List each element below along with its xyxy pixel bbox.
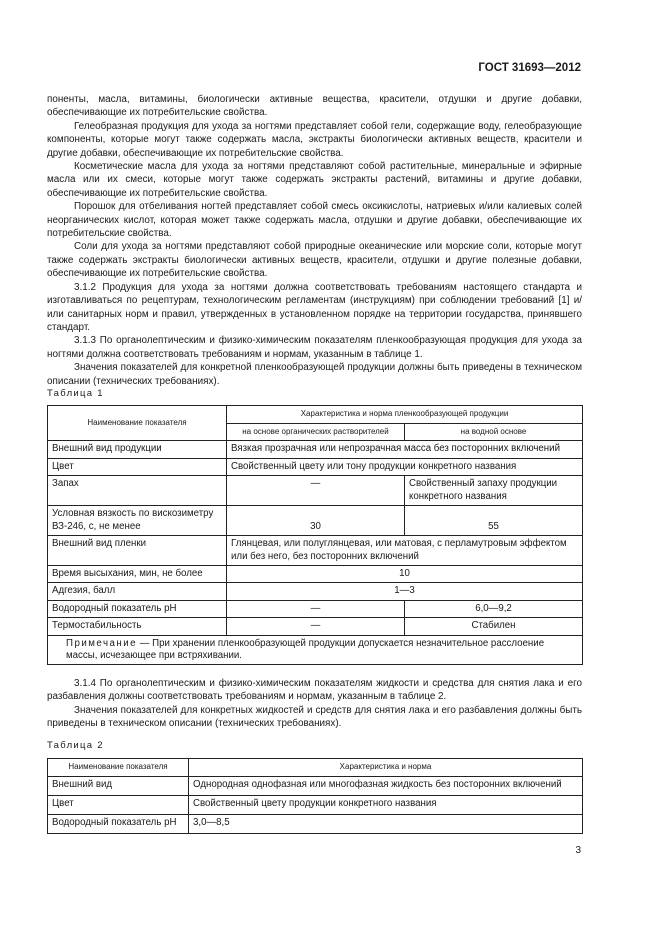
body-text-bottom	[47, 677, 582, 731]
row-label: Водородный показатель pH	[48, 600, 227, 617]
col-header-value: Характеристика и норма	[189, 759, 583, 777]
paragraph: 3.1.3 По органолептическим и физико-химическим показателям пленкообразующая продукция для ухода за ногтями должна соответствовать требованиям и нормам, указанным в таблице 1.	[47, 335, 582, 360]
row-label: Термостабильность	[48, 618, 227, 635]
row-label: Внешний вид	[48, 777, 189, 796]
table-row	[48, 441, 583, 458]
table-2	[47, 758, 583, 834]
paragraph: 3.1.4 По органолептическим и физико-химическим показателям жидкости и средства для снятия лака и его разбавления должны соответствовать требованиям и нормам, указанным в таблице 2.	[47, 678, 582, 703]
paragraph: Значения показателей для конкретной пленкообразующей продукции должны быть приведены в техническом описании (технических требованиях).	[47, 362, 582, 387]
paragraph: поненты, масла, витамины, биологически активные вещества, красители, отдушки и другие добавки, обеспечивающие их потребительские свойства.	[47, 94, 582, 119]
note-label: Примечание	[66, 637, 138, 649]
document-id: ГОСТ 31693—2012	[478, 62, 581, 74]
paragraph: Косметические масла для ухода за ногтями представляют собой растительные, минеральные и эфирные масла или их смеси, которые могут также содержать экстракты растений, витамины и другие добавки, обеспечивающие их потребительские свойства.	[47, 161, 582, 199]
row-value-organic: —	[227, 618, 405, 635]
paragraph: 3.1.2 Продукция для ухода за ногтями должна соответствовать требованиям настоящего стандарта и изготавливаться по рецептурам, технологическим регламентам (инструкциям) при соблюдении требований [1] и/или санитарных норм и правил, утвержденных в установленном порядке на территории государства, принявшего стандарт.	[47, 281, 582, 333]
row-value-organic: —	[227, 600, 405, 617]
table-row	[48, 777, 583, 796]
table-row	[48, 458, 583, 475]
row-value-water: 55	[405, 506, 583, 536]
table-note	[48, 635, 583, 665]
page-number: 3	[575, 845, 581, 856]
table-row	[48, 476, 583, 506]
table-1	[47, 405, 583, 665]
table-note-row	[48, 635, 583, 665]
row-label: Цвет	[48, 458, 227, 475]
table-row	[48, 536, 583, 566]
table-row	[48, 583, 583, 600]
row-label: Адгезия, балл	[48, 583, 227, 600]
col-header-name: Наименование показателя	[48, 406, 227, 441]
row-value-water: Стабилен	[405, 618, 583, 635]
paragraph: Порошок для отбеливания ногтей представляет собой смесь оксикислоты, натриевых и/или калиевых солей неорганических кислот, которая может также содержать масла, отдушки и другие добавки, обеспечивающие их потребительские свойства.	[47, 201, 582, 240]
body-text-top	[47, 93, 582, 388]
col-header-organic: на основе органических растворителей	[227, 424, 405, 441]
paragraph: Гелеобразная продукция для ухода за ногтями представляет собой гели, содержащие воду, гелеобразующие компоненты, которые могут также содержать масла, экстракты биологически активных веществ, красители и другие добавки, обеспечивающие их потребительские свойства.	[47, 120, 582, 159]
table-row	[48, 506, 583, 536]
col-header-name: Наименование показателя	[48, 759, 189, 777]
col-header-water: на водной основе	[405, 424, 583, 441]
row-value-water: 6,0—9,2	[405, 600, 583, 617]
row-value-water: Свойственный запаху продукции конкретного названия	[405, 476, 583, 506]
paragraph: Значения показателей для конкретных жидкостей и средств для снятия лака и его разбавления должны быть приведены в техническом описании (технических требованиях).	[47, 704, 582, 730]
table-row	[48, 600, 583, 617]
table-row	[48, 815, 583, 834]
row-label: Внешний вид пленки	[48, 536, 227, 566]
row-value-organic: —	[227, 476, 405, 506]
row-value: Свойственный цвету или тону продукции конкретного названия	[227, 458, 583, 475]
table-row	[48, 618, 583, 635]
row-label: Внешний вид продукции	[48, 441, 227, 458]
row-value: 1—3	[227, 583, 583, 600]
row-value-organic: 30	[227, 506, 405, 536]
row-label: Условная вязкость по вискозиметру ВЗ-246, с, не менее	[48, 506, 227, 536]
row-value: Свойственный цвету продукции конкретного названия	[189, 796, 583, 815]
row-value: Вязкая прозрачная или непрозрачная масса без посторонних включений	[227, 441, 583, 458]
row-value: Однородная однофазная или многофазная жидкость без посторонних включений	[189, 777, 583, 796]
row-label: Запах	[48, 476, 227, 506]
table1-caption: Таблица 1	[47, 388, 104, 399]
row-label: Время высыхания, мин, не более	[48, 566, 227, 583]
row-value: Глянцевая, или полуглянцевая, или матовая, с перламутровым эффектом или без него, без посторонних включений	[227, 536, 583, 566]
row-label: Цвет	[48, 796, 189, 815]
row-value: 10	[227, 566, 583, 583]
note-text: — При хранении пленкообразующей продукции допускается незначительное расслоение массы, исчезающее при встряхивании.	[66, 637, 545, 662]
col-header-group: Характеристика и норма пленкообразующей продукции	[227, 406, 583, 424]
paragraph: Соли для ухода за ногтями представляют собой природные океанические или морские соли, которые могут также содержать экстракты биологически активных веществ, красители, отдушки и другие полезные добавки, обеспечивающие их потребительские свойства.	[47, 241, 582, 280]
table2-caption: Таблица 2	[47, 740, 104, 751]
row-label: Водородный показатель pH	[48, 815, 189, 834]
table-row	[48, 796, 583, 815]
row-value: 3,0—8,5	[189, 815, 583, 834]
table-row	[48, 566, 583, 583]
